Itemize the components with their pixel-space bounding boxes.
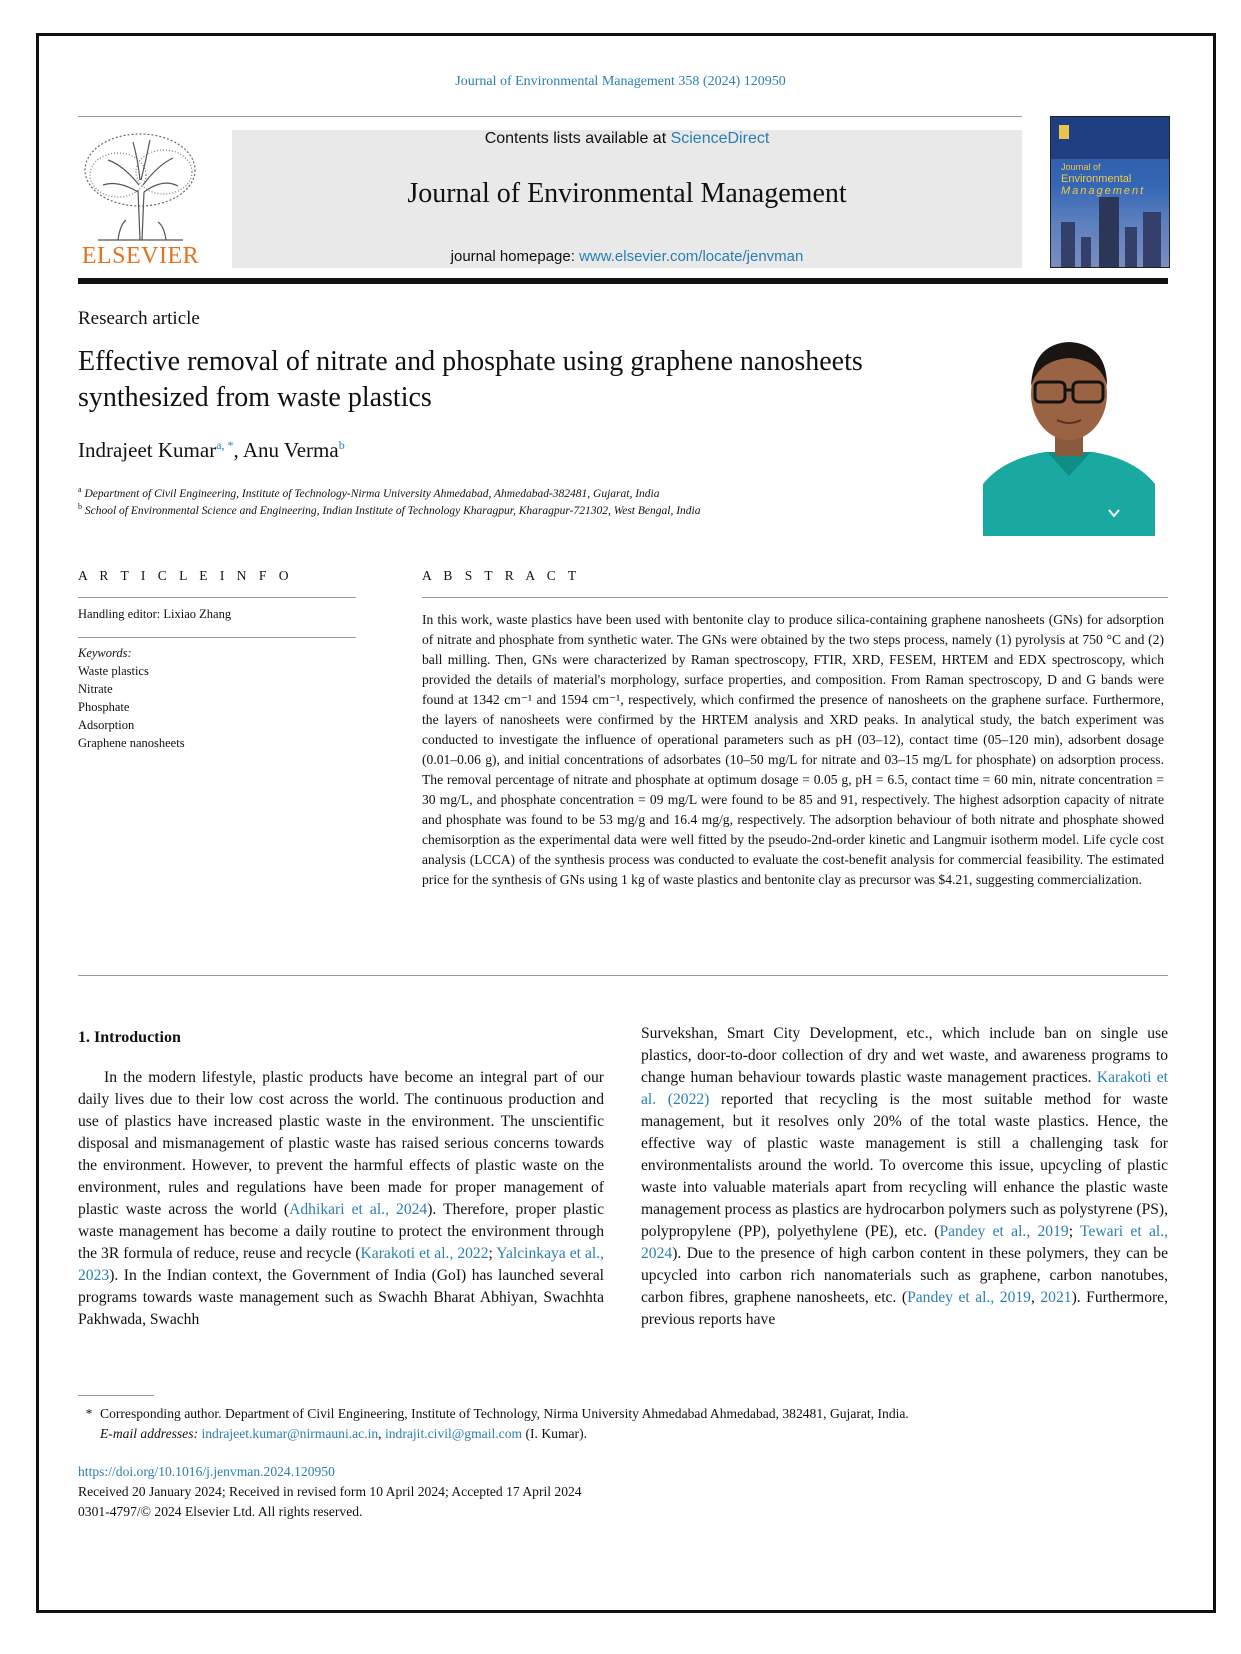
affiliation: $^b$ School of Environmental Science and Engineering, Indian Institute of Technology Kharagpur, Kharagpur-721302, West Bengal, India (78, 502, 701, 517)
email-addresses: E-mail addresses: indrajeet.kumar@nirmauni.ac.in, indrajit.civil@gmail.com (I. Kumar). (100, 1426, 588, 1441)
citation-link[interactable]: Adhikari et al., 2024 (289, 1201, 428, 1218)
keyword-item: Phosphate (78, 700, 130, 714)
keywords-label: Keywords: (78, 646, 132, 660)
author-list: Indrajeet Kumar$^{a, *}$, Anu Verma$^b$ (78, 438, 345, 462)
citation-link[interactable]: Pandey et al., 2019 (907, 1289, 1031, 1306)
author-name[interactable]: Anu Verma (242, 438, 339, 462)
cover-logo-icon (1059, 125, 1069, 139)
handling-editor: Handling editor: Lixiao Zhang (78, 607, 232, 621)
doi-link[interactable]: https://doi.org/10.1016/j.jenvman.2024.120950 (78, 1464, 335, 1479)
intro-right-column: Survekshan, Smart City Development, etc., which include ban on single use plastics, door-to-door collection of dry and wet waste, and awareness programs to change human behaviour towards plastic waste management practices. Karakoti et al. (2022) reported that recycling is the most suitable method for waste management, but it resolves only 20% of the total waste plastics. Hence, the effective way of plastic waste management is still a challenging task for environmentalists around the world. To overcome this issue, upcycling of plastic waste into valuable materials apart from recycling will enhance the plastic waste management process as plastics are hydrocarbon polymers such as polystyrene (PS), polypropylene (PP), polyethylene (PE), etc. (Pandey et al., 2019; Tewari et al., 2024). Due to the presence of high carbon content in these polymers, they can be upcycled into carbon rich nanomaterials such as graphene, carbon nanotubes, carbon fibres, graphene nanosheets, etc. (Pandey et al., 2019, 2021). Furthermore, previous reports have (641, 1025, 1169, 1328)
author-name[interactable]: Indrajeet Kumar (78, 438, 217, 462)
abstract-heading: A B S T R A C T (422, 568, 581, 583)
elsevier-tree-icon (78, 130, 203, 242)
intro-left-column: In the modern lifestyle, plastic products have become an integral part of our daily lives due to their low cost across the world. The continuous production and use of plastics have increased plastic waste in the environment. The unscientific disposal and mismanagement of plastic waste has raised serious concerns towards the environment. However, to prevent the harmful effects of plastic waste on the environment, rules and regulations have been made for proper management of plastic waste across the world (Adhikari et al., 2024). Therefore, proper plastic waste management has become a daily routine to protect the environment through the 3R formula of reduce, reuse and recycle (Karakoti et al., 2022; Yalcinkaya et al., 2023). In the Indian context, the Government of India (GoI) has launched several programs towards waste management such as Swachh Bharat Abhiyan, Swachhta Pakhwada, Swachh (78, 1069, 604, 1328)
citation-link[interactable]: Karakoti et al., 2022 (360, 1245, 489, 1262)
sciencedirect-link[interactable]: ScienceDirect (670, 130, 770, 147)
journal-reference[interactable]: Journal of Environmental Management 358 (2024) 120950 (455, 74, 786, 89)
citation-link[interactable]: Pandey et al., 2019 (939, 1223, 1069, 1240)
citation-link[interactable]: Karakoti et al. (2022) (641, 1069, 1168, 1108)
author-photo (983, 324, 1155, 536)
article-info-heading: A R T I C L E I N F O (78, 568, 294, 583)
journal-header-box (232, 130, 1022, 268)
author-affil-marker[interactable]: a, * (216, 438, 234, 452)
keyword-item: Nitrate (78, 682, 113, 696)
header-rule (78, 116, 1022, 117)
journal-title: Journal of Environmental Management (407, 178, 847, 209)
corresponding-author-note: * Corresponding author. Department of Civil Engineering, Institute of Technology, Nirma University Ahmedabad Ahmedabad, 382481, Gujarat, India. (85, 1406, 909, 1421)
email-link[interactable]: indrajeet.kumar@nirmauni.ac.in (201, 1426, 379, 1441)
keyword-item: Waste plastics (78, 664, 149, 678)
copyright: 0301-4797/© 2024 Elsevier Ltd. All rights reserved. (78, 1504, 363, 1519)
homepage-line: journal homepage: www.elsevier.com/locate/jenvman (450, 248, 804, 265)
contents-line: Contents lists available at ScienceDirect (484, 130, 770, 147)
received-dates: Received 20 January 2024; Received in revised form 10 April 2024; Accepted 17 April 2024 (78, 1484, 582, 1499)
email-link[interactable]: indrajit.civil@gmail.com (384, 1426, 523, 1441)
header-thick-rule (78, 278, 1168, 284)
keyword-item: Adsorption (78, 718, 135, 732)
keywords-block (78, 644, 358, 752)
citation-link[interactable]: Yalcinkaya et al., 2023 (78, 1245, 604, 1284)
affiliation: $^a$ Department of Civil Engineering, Institute of Technology-Nirma University Ahmedabad, Ahmedabad-382481, Gujarat, India (78, 485, 660, 500)
section-heading-introduction: 1. Introduction (78, 1029, 181, 1046)
article-type: Research article (78, 308, 200, 329)
author-affil-marker[interactable]: b (338, 438, 345, 452)
article-title: Effective removal of nitrate and phosphate using graphene nanosheets synthesized from waste plastics (78, 346, 863, 413)
footnote-rule (78, 1395, 154, 1396)
journal-cover-image[interactable]: Journal of Environmental Management (1050, 116, 1170, 268)
author-portrait-icon (983, 324, 1155, 536)
keyword-item: Graphene nanosheets (78, 736, 185, 750)
abstract-text: In this work, waste plastics have been used with bentonite clay to produce silica-containing graphene nanosheets (GNs) for adsorption of nitrate and phosphate from synthetic water. The GNs were obtained by the two steps process, namely (1) pyrolysis at 750 °C and (2) ball milling. Then, GNs were characterized by Raman spectroscopy, FTIR, XRD, FESEM, HRTEM and EDX spectroscopy, which provided the details of material's morphology, surface properties, and composition. From Raman spectroscopy, D and G bands were found at 1342 cm⁻¹ and 1594 cm⁻¹, respectively, which confirmed the presence of nanosheets on the graphene surface. Furthermore, the layers of nanosheets were confirmed by the HRTEM analysis and XRD peaks. In analytical study, the batch experiment was conducted to investigate the influence of operational parameters such as pH (03–12), contact time (05–120 min), adsorbent dosage (0.01–0.06 g), and initial concentrations of adsorbates (10–50 mg/L for nitrate and 03–15 mg/L for phosphate) on adsorption process. The removal percentage of nitrate and phosphate at optimum dosage = 0.05 g, pH = 6.5, contact time = 60 min, nitrate concentration = 30 mg/L, and phosphate concentration = 09 mg/L were found to be 85 and 91, respectively. The highest adsorption capacity of nitrate and phosphate was found to be 53 mg/g and 16.4 mg/g, respectively. The adsorption behaviour of both nitrate and phosphate showed chemisorption as the experimental data were well fitted by the pseudo-2nd-order kinetic and Langmuir isotherm model. Life cycle cost analysis (LCCA) of the synthesis process was conducted to evaluate the cost-benefit analysis for commercial feasibility. The estimated price for the synthesis of GNs using 1 kg of waste plastics and bentonite clay as precursor was $4.21, suggesting commercialization. (422, 612, 1164, 887)
citation-link[interactable]: 2021 (1040, 1289, 1072, 1306)
elsevier-wordmark: ELSEVIER (81, 243, 200, 269)
elsevier-logo[interactable] (78, 130, 203, 270)
homepage-link[interactable]: www.elsevier.com/locate/jenvman (579, 248, 804, 265)
citation-link[interactable]: Tewari et al., 2024 (641, 1223, 1168, 1262)
